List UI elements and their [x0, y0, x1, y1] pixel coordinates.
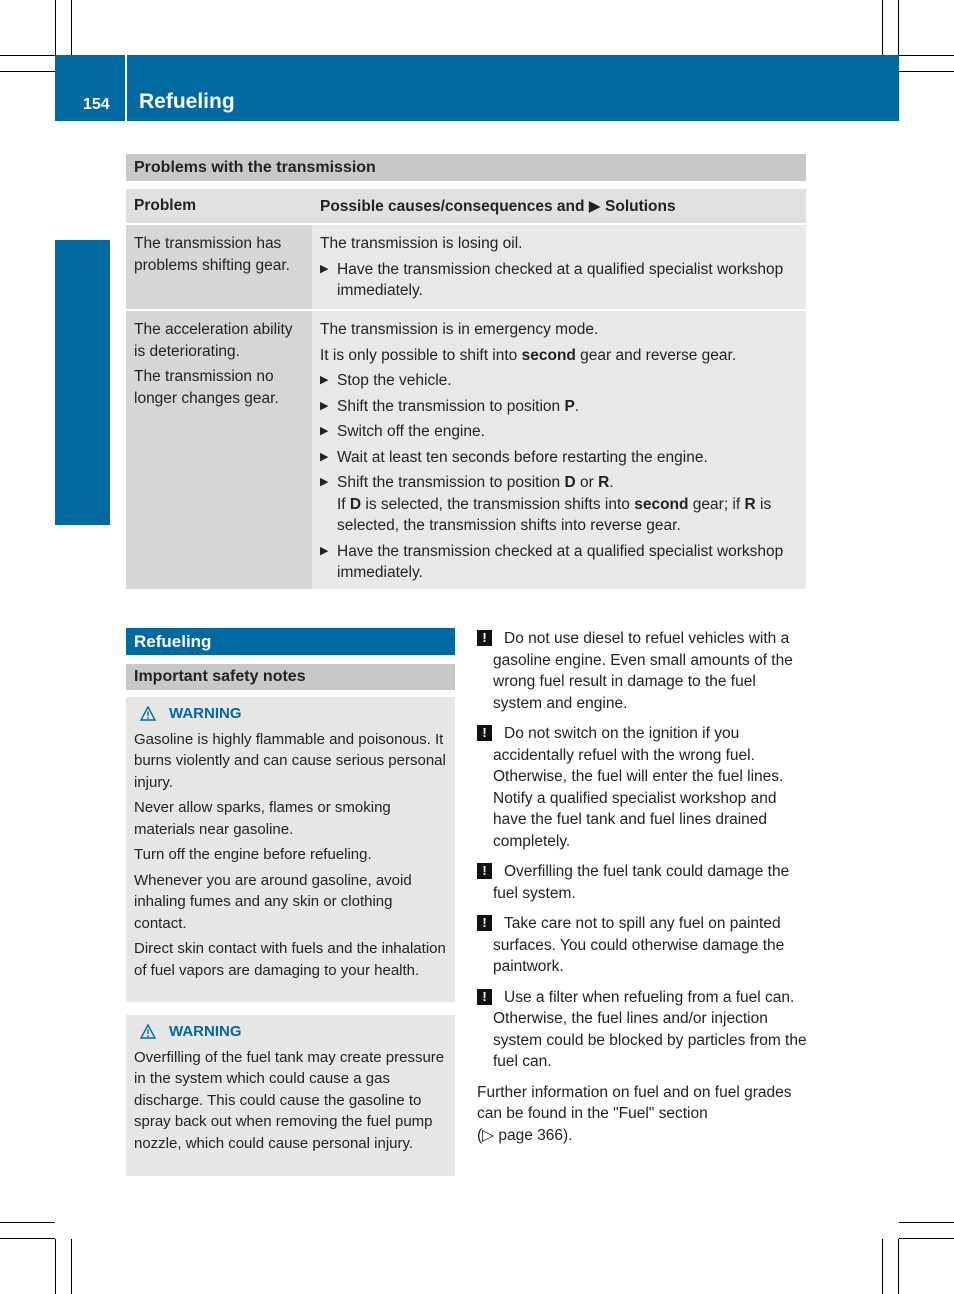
crop-mark [0, 55, 55, 56]
caution-note [477, 628, 807, 714]
caution-note [477, 861, 807, 904]
solution-cell [312, 311, 806, 589]
crop-mark [899, 55, 954, 56]
step-text: Shift the transmission to position [337, 474, 565, 491]
caution-note [477, 723, 807, 852]
step-bold: second [634, 495, 689, 513]
step-text: is selected, the transmission shifts into [361, 495, 635, 513]
cause-pre: It is only possible to shift into [320, 346, 522, 364]
problem-text: The transmission no longer changes gear. [134, 368, 279, 407]
cause-bold: second [521, 346, 576, 364]
solution-step [320, 421, 800, 443]
crop-mark [898, 0, 899, 55]
exclamation-icon: ! [477, 915, 492, 931]
warning-label: WARNING [169, 1023, 242, 1040]
further-info-text: Further information on fuel and on fuel grades can be found in the "Fuel" section [477, 1083, 792, 1122]
warning-text: Turn off the engine before refueling. [134, 846, 372, 863]
note-text: Take care not to spill any fuel on painted surfaces. You could otherwise damage the paintwork. [493, 915, 785, 975]
warning-header [134, 1021, 447, 1043]
page-number: 154 [83, 96, 110, 113]
cause-text [320, 345, 800, 367]
cause-post: gear and reverse gear. [575, 346, 737, 364]
solution-step [320, 259, 800, 302]
table-row [126, 225, 806, 309]
warning-text: Gasoline is highly flammable and poisonous. It burns violently and can cause serious personal injury. [134, 730, 446, 791]
step-text: If [337, 495, 350, 513]
step-bold: R [598, 474, 610, 491]
step-text: Have the transmission checked at a qualified specialist workshop immediately. [337, 260, 784, 299]
further-info [477, 1082, 807, 1147]
page-reference-link[interactable]: (▷ page 366). [477, 1126, 573, 1144]
transmission-table [126, 189, 806, 589]
arrow-icon: ▶ [320, 425, 329, 437]
section-title-transmission [126, 154, 806, 181]
solution-cell [312, 225, 806, 309]
warning-text: Overfilling of the fuel tank may create pressure in the system which could cause a gas discharge. This could cause the gasoline to spray back out when removing the fuel pump nozzle, which could cause personal injury. [134, 1048, 445, 1152]
cause-text: The transmission is in emergency mode. [320, 321, 599, 338]
problem-text: The transmission has problems shifting gear. [134, 235, 290, 274]
solution-step [320, 370, 800, 392]
note-text: Do not use diesel to refuel vehicles with a gasoline engine. Even small amounts of the wrong fuel result in damage to the fuel system and engine. [493, 630, 793, 712]
crop-mark [55, 0, 56, 55]
crop-mark [0, 1238, 55, 1239]
crop-mark [0, 1222, 55, 1223]
safety-notes-title: Important safety notes [134, 668, 306, 685]
problem-text: The acceleration ability is deteriorating. [134, 321, 293, 360]
warning-header [134, 703, 447, 725]
step-text: gear; if [688, 495, 745, 513]
exclamation-icon: ! [477, 863, 492, 879]
step-text: . [609, 474, 614, 491]
arrow-icon: ▶ [320, 544, 329, 557]
step-text: Stop the vehicle. [337, 372, 452, 389]
crop-mark [71, 1239, 72, 1294]
crop-mark [882, 1239, 883, 1294]
problem-cell [126, 225, 312, 309]
crop-mark [898, 1239, 899, 1294]
refueling-heading: Refueling [126, 628, 455, 655]
crop-mark [899, 71, 954, 72]
column-header-solutions: Possible causes/consequences and ▶ Solutions [320, 197, 676, 215]
step-bold: D [349, 495, 362, 513]
caution-note [477, 913, 807, 978]
crop-mark [0, 71, 55, 72]
solution-step [320, 472, 800, 537]
step-text: . [574, 397, 580, 415]
note-text: Use a filter when refueling from a fuel can. Otherwise, the fuel lines and/or injection system could be blocked by particles from the fuel can. [493, 988, 807, 1070]
warning-text: Direct skin contact with fuels and the inhalation of fuel vapors are damaging to your health. [134, 940, 446, 979]
warning-text: Whenever you are around gasoline, avoid inhaling fumes and any skin or clothing contact. [134, 871, 412, 932]
note-text: Overfilling the fuel tank could damage the fuel system. [493, 863, 790, 902]
step-text: or [575, 474, 599, 491]
table-row [126, 311, 806, 589]
warning-label: WARNING [169, 705, 242, 722]
arrow-icon: ▶ [320, 374, 329, 386]
step-text: is selected, the transmission shifts into reverse gear. [337, 495, 772, 534]
crop-mark [899, 1238, 954, 1239]
caution-note [477, 987, 807, 1073]
warning-text: Never allow sparks, flames or smoking materials near gasoline. [134, 799, 391, 838]
exclamation-icon: ! [477, 725, 492, 741]
section-title-text: Problems with the transmission [134, 159, 376, 176]
step-text: Have the transmission checked at a qualified specialist workshop immediately. [337, 542, 784, 581]
note-text: Do not switch on the ignition if you accidentally refuel with the wrong fuel. Otherwise, the fuel will enter the fuel lines. Notify a qualified specialist workshop and have the fuel tank and fuel lines drained completely. [493, 725, 784, 850]
header-divider [125, 55, 127, 121]
exclamation-icon: ! [477, 630, 492, 646]
step-text: Switch off the engine. [337, 423, 485, 440]
arrow-icon: ▶ [320, 476, 329, 488]
warning-triangle-icon [140, 706, 156, 721]
page-title: Refueling [139, 90, 235, 113]
crop-mark [71, 0, 72, 55]
solution-step [320, 541, 800, 584]
step-text: Wait at least ten seconds before restarting the engine. [337, 448, 708, 466]
step-bold: P [564, 397, 575, 415]
crop-mark [882, 0, 883, 55]
safety-notes-heading [126, 664, 455, 690]
arrow-icon: ▶ [320, 262, 329, 275]
step-text: Shift the transmission to position [337, 397, 565, 415]
problem-cell [126, 311, 312, 589]
column-header-problem: Problem [134, 197, 197, 214]
arrow-icon: ▶ [320, 450, 329, 463]
crop-mark [899, 1222, 954, 1223]
warning-triangle-icon [140, 1024, 156, 1039]
step-bold: R [744, 495, 756, 513]
notes-column [477, 628, 807, 1146]
cause-text: The transmission is losing oil. [320, 235, 523, 252]
step-bold: D [564, 474, 576, 491]
chapter-label: Driving and parking [68, 252, 95, 478]
arrow-icon: ▶ [320, 399, 329, 412]
exclamation-icon: ! [477, 989, 492, 1005]
warning-box [126, 697, 455, 1002]
solution-step [320, 447, 800, 469]
warning-box [126, 1015, 455, 1176]
table-header [126, 189, 806, 223]
solution-step [320, 396, 800, 418]
crop-mark [55, 1239, 56, 1294]
